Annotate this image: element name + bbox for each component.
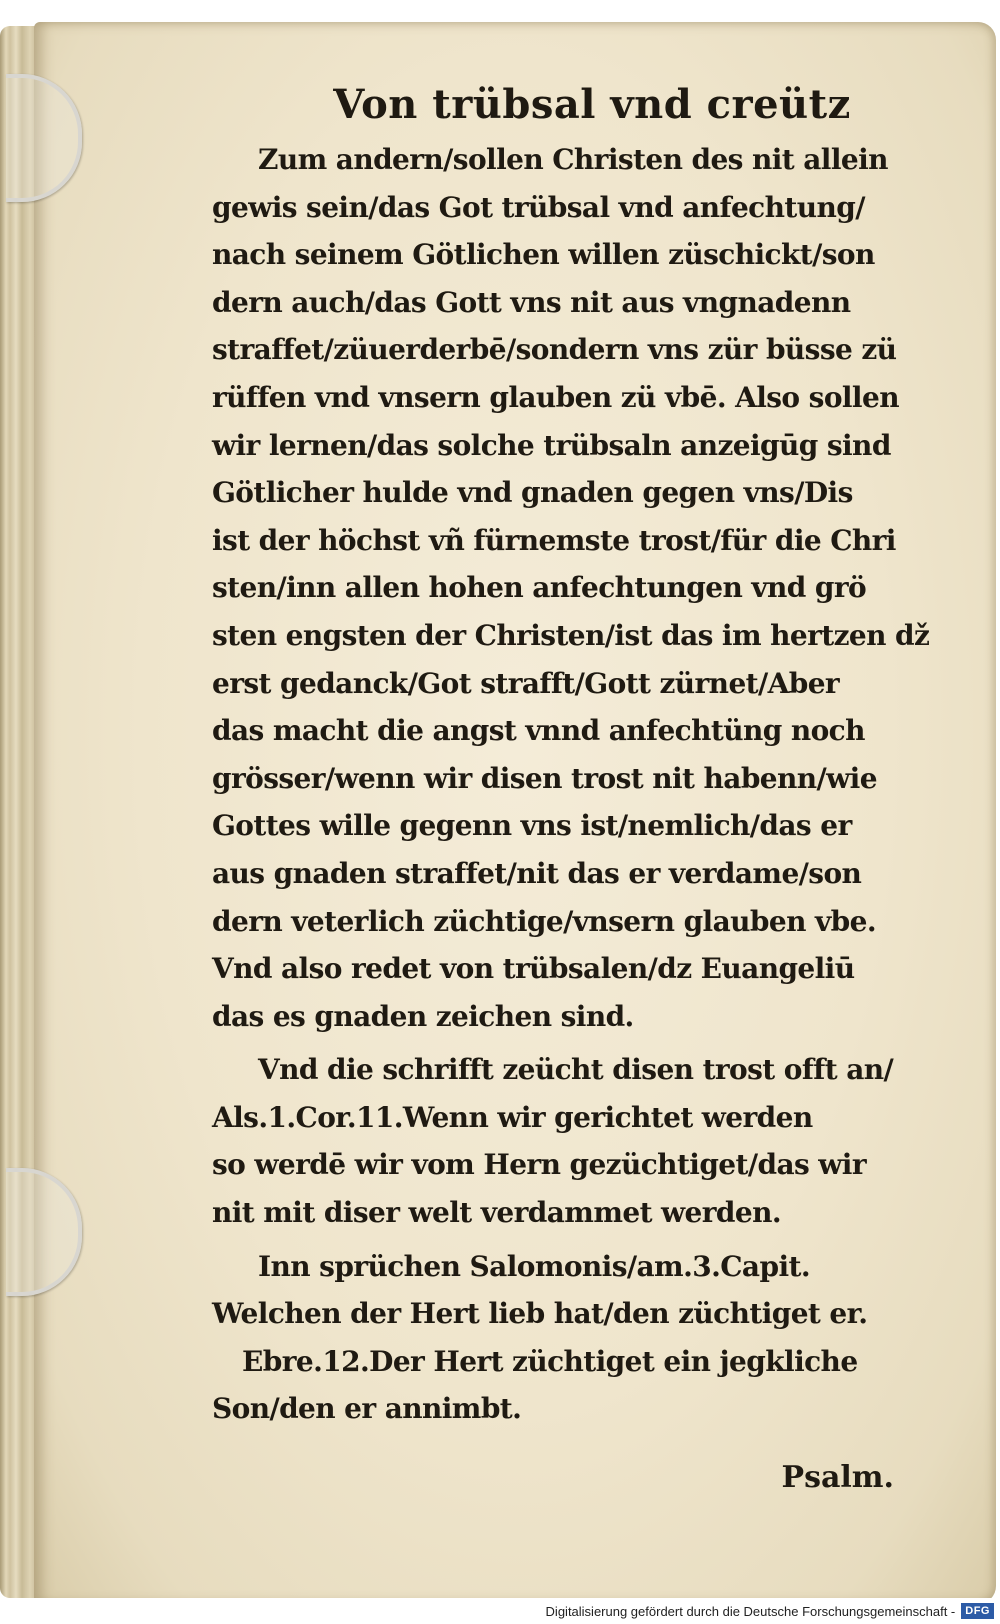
text-line: rüffen vnd vnsern glauben zü vbē. Also sollen	[212, 380, 899, 414]
text-line: Son/den er annimbt.	[212, 1392, 522, 1426]
text-line: so werdē wir vom Hern gezüchtiget/das wir	[212, 1148, 866, 1182]
funding-notice: Digitalisierung gefördert durch die Deutsche Forschungsgemeinschaft -	[545, 1603, 956, 1619]
text-line: erst gedanck/Got strafft/Gott zürnet/Aber	[212, 666, 840, 700]
text-line: das es gnaden zeichen sind.	[212, 999, 634, 1033]
dfg-logo: DFG	[961, 1603, 994, 1619]
text-line: Götlicher hulde vnd gnaden gegen vns/Dis	[212, 476, 853, 510]
digitization-footer	[0, 1598, 1000, 1624]
text-line: dern auch/das Gott vns nit aus vngnadenn	[212, 285, 851, 319]
page-text-block	[212, 78, 930, 1503]
text-line: Vnd also redet von trübsalen/dz Euangeliū	[212, 952, 855, 986]
text-line: dern veterlich züchtige/vnsern glauben vbe.	[212, 904, 877, 938]
text-line: Als.1.Cor.11.Wenn wir gerichtet werden	[212, 1100, 813, 1134]
text-line: straffet/züuerderbē/sondern vns zür büsse zü	[212, 333, 897, 367]
text-line: aus gnaden straffet/nit das er verdame/son	[212, 856, 862, 890]
text-line: Inn sprüchen Salomonis/am.3.Capit.	[258, 1249, 810, 1283]
text-line: gewis sein/das Got trübsal vnd anfechtung/	[212, 190, 865, 224]
text-line: Ebre.12.Der Hert züchtiget ein jegkliche	[242, 1344, 858, 1378]
text-line: Gottes wille gegenn vns ist/nemlich/das er	[212, 809, 852, 843]
text-line: Vnd die schrifft zeücht disen trost offt an/	[258, 1053, 894, 1087]
text-line: sten engsten der Christen/ist das im hertzen dž	[212, 618, 930, 652]
text-line: nit mit diser welt verdammet werden.	[212, 1196, 782, 1230]
running-head: Von trübsal vnd creütz	[333, 81, 851, 128]
text-line: wir lernen/das solche trübsaln anzeigūg sind	[212, 428, 891, 462]
text-line: Zum andern/sollen Christen des nit allein	[258, 143, 888, 176]
text-line: ist der höchst vñ fürnemste trost/für die Chri	[212, 523, 896, 557]
catchword: Psalm.	[781, 1460, 894, 1496]
text-line: das macht die angst vnnd anfechtüng noch	[212, 714, 865, 748]
text-line: Welchen der Hert lieb hat/den züchtiget er.	[212, 1297, 868, 1331]
text-line: nach seinem Götlichen willen züschickt/son	[212, 238, 875, 272]
text-line: grösser/wenn wir disen trost nit habenn/wie	[212, 761, 877, 795]
text-line: sten/inn allen hohen anfechtungen vnd grö	[212, 571, 867, 605]
